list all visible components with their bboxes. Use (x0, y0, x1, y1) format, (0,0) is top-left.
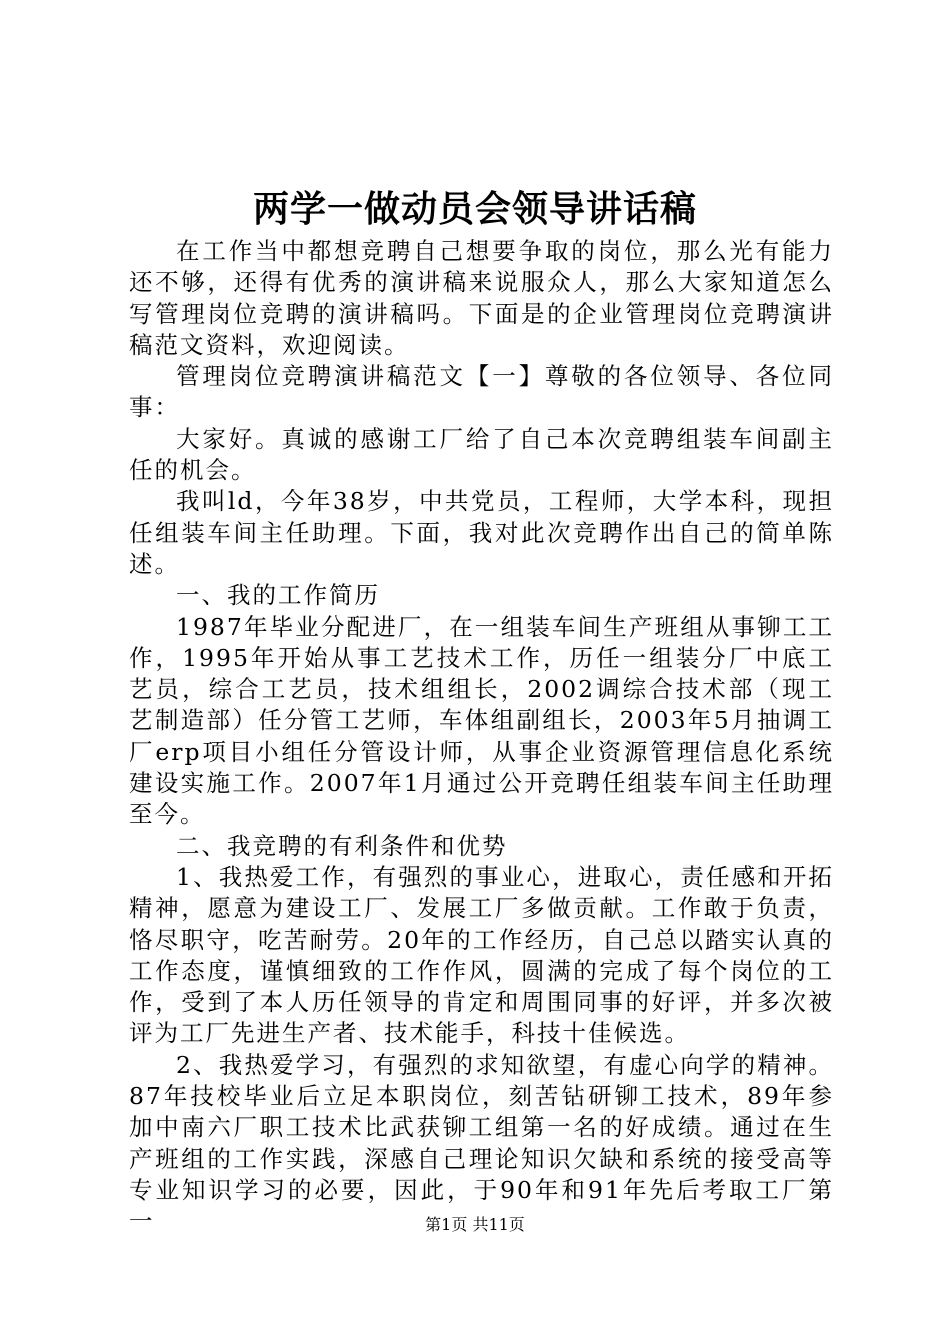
paragraph-self-intro: 我叫ld，今年38岁，中共党员，工程师，大学本科，现担任组装车间主任助理。下面，我对此次竞聘作出自己的简单陈述。 (129, 487, 834, 578)
paragraph-greeting: 大家好。真诚的感谢工厂给了自己本次竞聘组装车间副主任的机会。 (129, 424, 834, 485)
paragraph-intro: 在工作当中都想竞聘自己想要争取的岗位，那么光有能力还不够，还得有优秀的演讲稿来说服众人，那么大家知道怎么写管理岗位竞聘的演讲稿吗。下面是的企业管理岗位竞聘演讲稿范文资料，欢迎阅读。 (129, 237, 834, 359)
paragraph-salutation: 管理岗位竞聘演讲稿范文【一】尊敬的各位领导、各位同事： (129, 362, 834, 422)
document-body (129, 236, 834, 1238)
paragraph-resume: 1987年毕业分配进厂，在一组装车间生产班组从事铆工工作，1995年开始从事工艺技术工作，历任一组装分厂中底工艺员，综合工艺员，技术组组长，2002调综合技术部（现工艺制造部）任分管工艺师，车体组副组长，2003年5月抽调工厂erp项目小组任分管设计师，从事企业资源管理信息化系统建设实施工作。2007年1月通过公开竞聘任组装车间主任助理至今。 (129, 612, 834, 829)
paragraph-advantage-1: 1、我热爱工作，有强烈的事业心，进取心，责任感和开拓精神，愿意为建设工厂、发展工厂多做贡献。工作敢于负责，恪尽职守，吃苦耐劳。20年的工作经历，自己总以踏实认真的工作态度，谨慎细致的工作作风，圆满的完成了每个岗位的工作，受到了本人历任领导的肯定和周围同事的好评，并多次被评为工厂先进生产者、技术能手，科技十佳候选。 (129, 862, 834, 1048)
paragraph-advantage-2: 2、我热爱学习，有强烈的求知欲望，有虚心向学的精神。87年技校毕业后立足本职岗位，刻苦钻研铆工技术，89年参加中南六厂职工技术比武获铆工组第一名的好成绩。通过在生产班组的工作实践，深感自己理论知识欠缺和系统的接受高等专业知识学习的必要，因此，于90年和91年先后考取工厂第一 (129, 1050, 834, 1236)
page-number: 第1页 共11页 (425, 1215, 525, 1234)
section-heading-advantages: 二、我竞聘的有利条件和优势 (176, 831, 508, 860)
document-title: 两学一做动员会领导讲话稿 (252, 188, 697, 230)
section-heading-resume: 一、我的工作简历 (176, 581, 380, 610)
